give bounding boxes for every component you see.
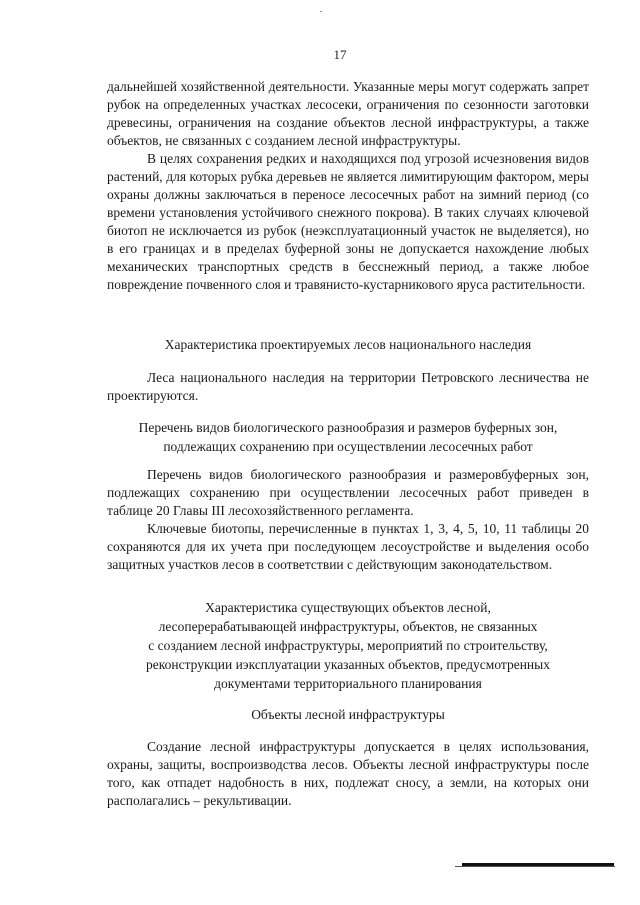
heading-infrastructure-line-3: с созданием лесной инфраструктуры, мероприятий по строительству, <box>148 638 548 653</box>
heading-forest-infrastructure: Объекты лесной инфраструктуры <box>251 707 445 722</box>
national-heritage-paragraph: Леса национального наследия на территории Петровского лесничества не проектируются. <box>107 370 589 403</box>
heading-infrastructure-line-5: документами территориального планирования <box>214 676 482 691</box>
heading-existing-infrastructure <box>107 598 589 693</box>
biodiversity-paragraph-2: Ключевые биотопы, перечисленные в пунктах 1, 3, 4, 5, 10, 11 таблицы 20 сохраняются для их учета при последующем лесоустройстве и выделения особо защитных участков лесов в соответствии с действующим законодательством. <box>107 521 589 572</box>
intro-paragraph-1: дальнейшей хозяйственной деятельности. Указанные меры могут содержать запрет рубок на определенных участках лесосеки, ограничения по сезонности заготовки древесины, ограничения на создание объектов лесной инфраструктуры, а также объектов, не связанных с созданием лесной инфраструктуры. <box>107 79 589 148</box>
page-number: 17 <box>333 47 347 62</box>
scan-speck <box>320 11 322 12</box>
heading-biodiversity <box>107 418 589 456</box>
intro-block <box>107 78 589 294</box>
biodiversity-paragraph-1: Перечень видов биологического разнообразия и размеровбуферных зон, подлежащих сохранению при осуществлении лесосечных работ приведен в таблице 20 Главы III лесохозяйственного регламента. <box>107 467 589 518</box>
intro-paragraph-2: В целях сохранения редких и находящихся под угрозой исчезновения видов растений, для которых рубка деревьев не является лимитирующим фактором, меры охраны должны заключаться в переносе лесосечных работ на зимний период (со времени установления устойчивого снежного покрова). В таких случаях ключевой биотоп не исключается из рубок (неэксплуатационный участок не выделяется), но в его границах и в пределах буферной зоны не допускается нахождение любых механических транспортных средств в бесснежный период, а также любое повреждение почвенного слоя и травянисто-кустарникового яруса растительности. <box>107 151 589 292</box>
section-biodiversity <box>107 466 589 574</box>
heading-infrastructure-line-1: Характеристика существующих объектов лесной, <box>205 600 491 615</box>
forest-infrastructure-paragraph: Создание лесной инфраструктуры допускается в целях использования, охраны, защиты, воспроизводства лесов. Объекты лесной инфраструктуры после того, как отпадет надобность в них, подлежат сносу, а земли, на которых они располагались – рекультивации. <box>107 739 589 808</box>
section-forest-infrastructure <box>107 738 589 810</box>
footer-rule-shadow <box>455 866 615 867</box>
heading-infrastructure-line-4: реконструкции иэксплуатации указанных объектов, предусмотренных <box>146 657 550 672</box>
heading-national-heritage: Характеристика проектируемых лесов национального наследия <box>164 337 532 352</box>
heading-biodiversity-line-1: Перечень видов биологического разнообразия и размеров буферных зон, <box>138 420 558 435</box>
heading-biodiversity-line-2: подлежащих сохранению при осуществлении лесосечных работ <box>163 439 533 454</box>
section-national-heritage <box>107 369 589 405</box>
heading-infrastructure-line-2: лесоперерабатывающей инфраструктуры, объектов, не связанных <box>158 619 538 634</box>
